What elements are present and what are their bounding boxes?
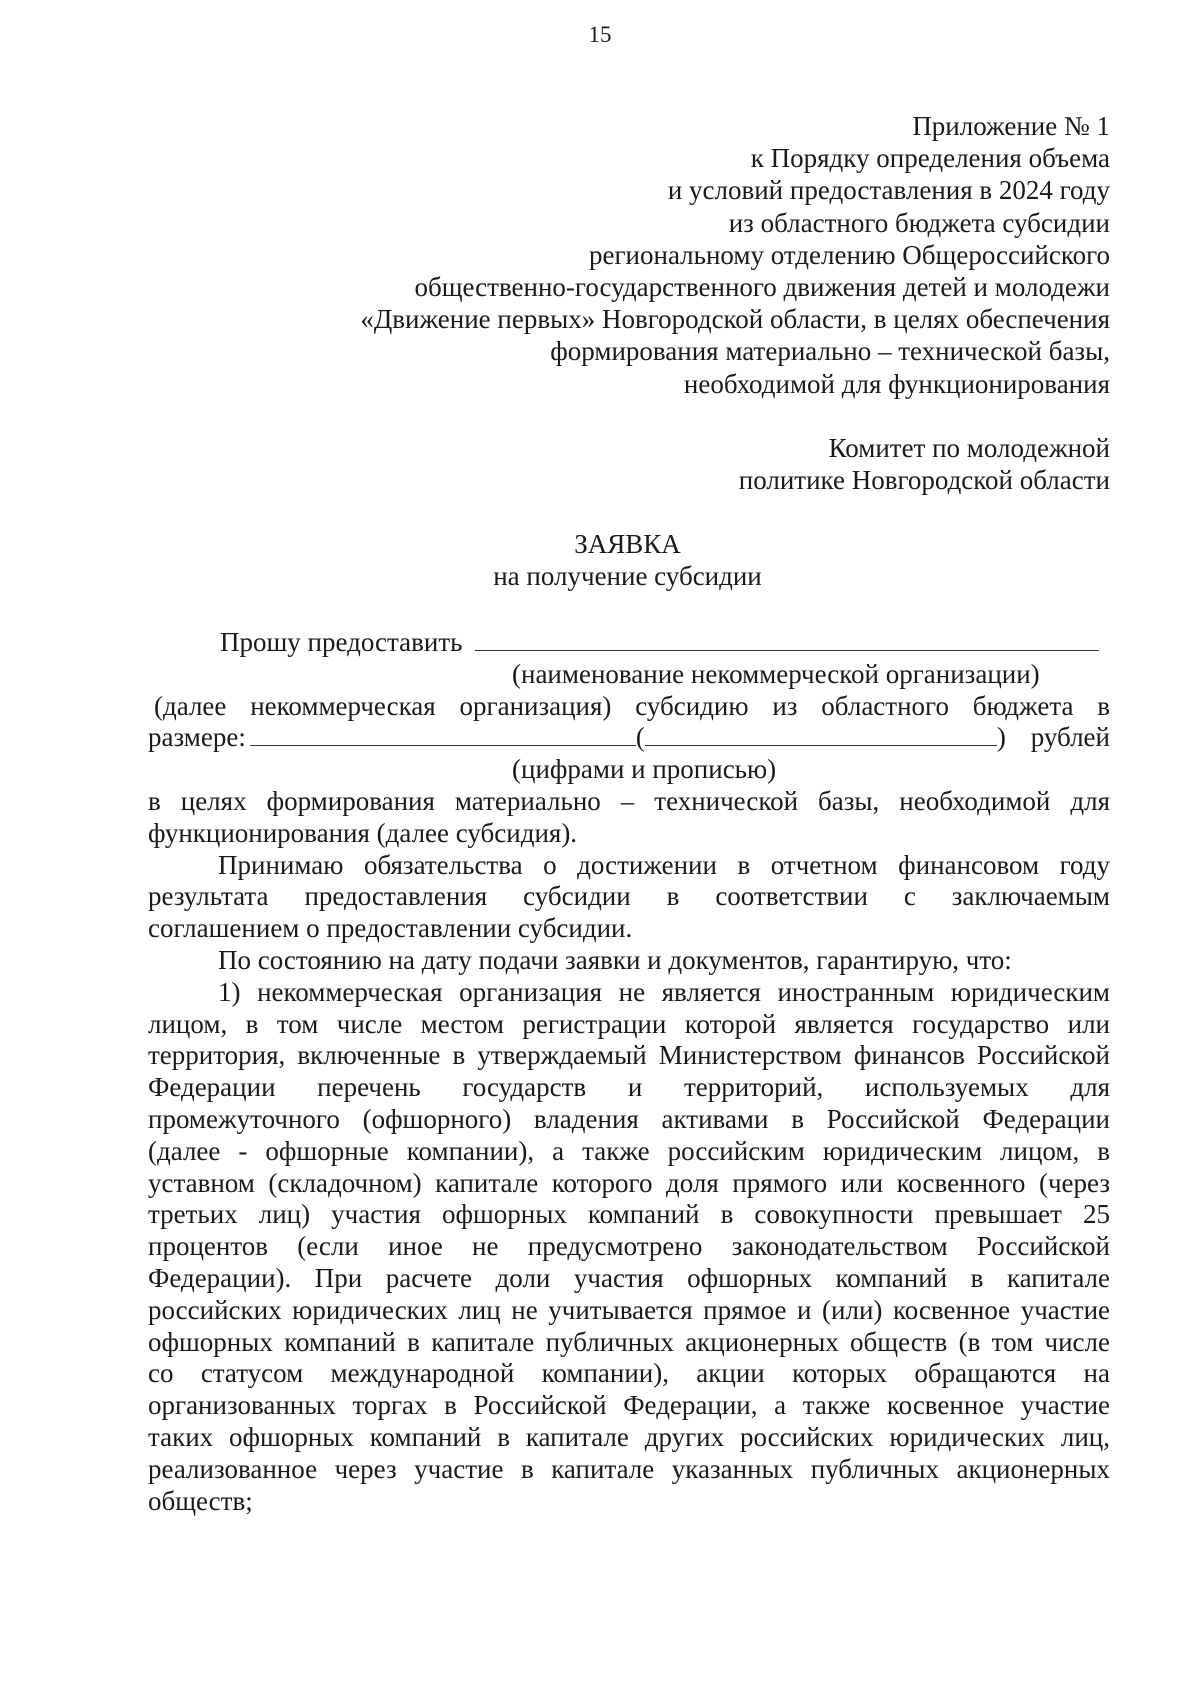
amount-label: размере: bbox=[148, 722, 246, 753]
item1-line: организованных торгах в Российской Федерации, а также косвенное участие bbox=[148, 1390, 1110, 1421]
request-prefix: Прошу предоставить bbox=[220, 627, 463, 657]
item1-line: промежуточного (офшорного) владения активами в Российской Федерации bbox=[148, 1103, 1110, 1134]
request-line bbox=[148, 627, 1110, 659]
item1-line: процентов (если иное не предусмотрено законодательством Российской bbox=[148, 1231, 1110, 1262]
annex-line: необходимой для функционирования bbox=[683, 368, 1110, 399]
title-subheading: на получение субсидии bbox=[493, 561, 762, 591]
paren-close: ) bbox=[996, 722, 1006, 753]
item1-line: реализованное через участие в капитале указанных публичных акционерных bbox=[148, 1453, 1110, 1484]
addressee-line: политике Новгородской области bbox=[738, 465, 1110, 496]
annex-line: региональному отделению Общероссийского bbox=[588, 239, 1110, 270]
annex-line: из областного бюджета субсидии bbox=[728, 207, 1110, 238]
annex-line: «Движение первых» Новгородской области, в целях обеспечения bbox=[360, 304, 1110, 335]
item1-line: уставном (складочном) капитале которого доля прямого или косвенного (через bbox=[148, 1167, 1110, 1198]
addressee-line: Комитет по молодежной bbox=[828, 433, 1110, 463]
item1-line: обществ; bbox=[148, 1485, 253, 1516]
title-heading: ЗАЯВКА bbox=[574, 529, 681, 559]
addressee bbox=[510, 432, 1110, 496]
item1-line: территория, включенные в утверждаемый Министерством финансов Российской bbox=[148, 1040, 1110, 1071]
annex-line: Приложение № 1 bbox=[912, 111, 1110, 141]
request-line-2: (далее некоммерческая организация) субсидию из областного бюджета в bbox=[154, 690, 1110, 721]
annex-line: к Порядку определения объема bbox=[750, 143, 1110, 174]
amount-digits-blank bbox=[250, 723, 636, 746]
paren-open: ( bbox=[635, 722, 645, 753]
organization-name-blank bbox=[475, 628, 1099, 651]
document-body bbox=[148, 627, 1110, 1517]
annex-line: формирования материально – технической базы, bbox=[550, 336, 1110, 367]
purpose-line: функционирования (далее субсидия). bbox=[148, 817, 578, 848]
item1-line: лицом, в том числе местом регистрации которой является государство или bbox=[148, 1008, 1110, 1039]
item1-line: третьих лиц) участия офшорных компаний в совокупности превышает 25 bbox=[148, 1199, 1110, 1230]
item1-line: (далее - офшорные компании), а также российским юридическим лицом, в bbox=[148, 1135, 1110, 1166]
purpose-line: в целях формирования материально – технической базы, необходимой для bbox=[148, 785, 1110, 816]
annex-line: и условий предоставления в 2024 году bbox=[667, 175, 1110, 206]
item1-line: Федерации). При расчете доли участия офшорных компаний в капитале bbox=[148, 1262, 1110, 1293]
amount-caption: (цифрами и прописью) bbox=[512, 754, 777, 785]
item1-line: со статусом международной компании), акции которых обращаются на bbox=[148, 1358, 1110, 1389]
item1-line: 1) некоммерческая организация не является иностранным юридическим bbox=[218, 976, 1110, 1007]
document-title bbox=[0, 528, 1200, 592]
item1-line: таких офшорных компаний в капитале других российских юридических лиц, bbox=[148, 1421, 1110, 1452]
commitment-line: Принимаю обязательства о достижении в отчетном финансовом году bbox=[218, 849, 1110, 880]
page-number: 15 bbox=[588, 22, 612, 47]
annex-line: общественно-государственного движения детей и молодежи bbox=[414, 272, 1110, 303]
item1-line: Федерации перечень государств и территорий, используемых для bbox=[148, 1072, 1110, 1103]
item1-line: российских юридических лиц не учитывается прямое и (или) косвенное участие bbox=[148, 1294, 1110, 1325]
commitment-line: соглашением о предоставлении субсидии. bbox=[148, 913, 633, 944]
currency-label: рублей bbox=[1030, 722, 1110, 753]
amount-words-blank bbox=[645, 723, 997, 746]
org-caption: (наименование некоммерческой организации) bbox=[512, 658, 1040, 689]
amount-row bbox=[148, 722, 1110, 754]
guarantee-intro: По состоянию на дату подачи заявки и документов, гарантирую, что: bbox=[218, 944, 1012, 975]
commitment-line: результата предоставления субсидии в соответствии с заключаемым bbox=[148, 881, 1110, 912]
annex-header bbox=[210, 110, 1110, 400]
item1-line: офшорных компаний в капитале публичных акционерных обществ (в том числе bbox=[148, 1326, 1110, 1357]
